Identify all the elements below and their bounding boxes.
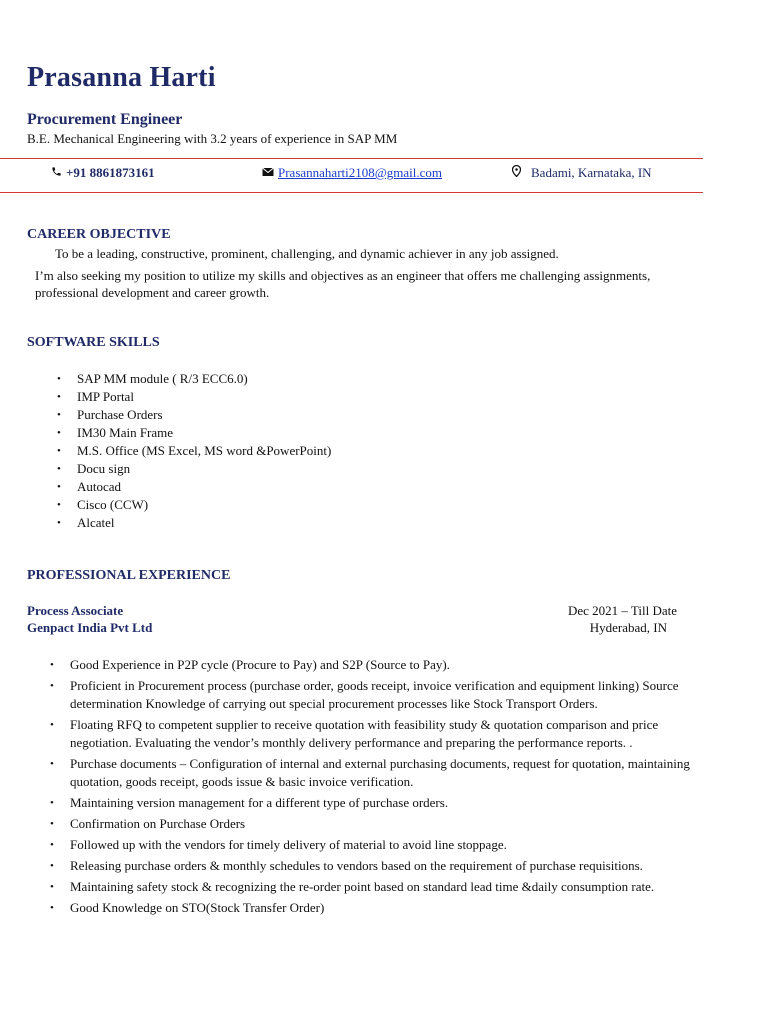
phone-icon <box>51 165 62 181</box>
list-item: • Good Experience in P2P cycle (Procure to Pay) and S2P (Source to Pay). <box>50 656 700 674</box>
profile-summary: B.E. Mechanical Engineering with 3.2 years of experience in SAP MM <box>27 131 398 146</box>
software-skills-heading: SOFTWARE SKILLS <box>27 335 160 350</box>
contact-location <box>512 165 652 181</box>
list-item: • Maintaining version management for a different type of purchase orders. <box>50 794 700 812</box>
career-objective-line-1: To be a leading, constructive, prominent, challenging, and dynamic achiever in any job assigned. <box>55 246 559 261</box>
list-item: • M.S. Office (MS Excel, MS word &PowerPoint) <box>57 442 331 460</box>
list-item: • IM30 Main Frame <box>57 424 331 442</box>
email-link[interactable]: Prasannaharti2108@gmail.com <box>278 165 442 180</box>
list-item: • Purchase Orders <box>57 406 331 424</box>
candidate-name: Prasanna Harti <box>27 62 216 93</box>
list-item: • Good Knowledge on STO(Stock Transfer Order) <box>50 899 700 917</box>
list-item: • Cisco (CCW) <box>57 496 331 514</box>
divider-top <box>0 158 703 159</box>
job-location: Hyderabad, IN <box>589 620 667 635</box>
list-item: • Floating RFQ to competent supplier to receive quotation with feasibility study & quotation comparison and price negotiation. Evaluating the vendor’s monthly delivery performance and preparing the performance reports. . <box>50 716 700 752</box>
list-item: • Confirmation on Purchase Orders <box>50 815 700 833</box>
list-item: • Followed up with the vendors for timely delivery of material to avoid line stoppage. <box>50 836 700 854</box>
location-text: Badami, Karnataka, IN <box>531 165 652 180</box>
list-item: • Alcatel <box>57 514 331 532</box>
career-objective-line-2: I’m also seeking my position to utilize my skills and objectives as an engineer that offers me challenging assignments, professional development and career growth. <box>35 268 651 300</box>
company-name: Genpact India Pvt Ltd <box>27 620 153 635</box>
list-item: • SAP MM module ( R/3 ECC6.0) <box>57 370 331 388</box>
list-item: • Autocad <box>57 478 331 496</box>
map-pin-icon <box>512 165 521 181</box>
list-item: • Docu sign <box>57 460 331 478</box>
job-role: Procurement Engineer <box>27 111 183 128</box>
list-item: • IMP Portal <box>57 388 331 406</box>
divider-bottom <box>0 192 703 193</box>
contact-email <box>262 165 442 181</box>
experience-list <box>50 656 700 920</box>
software-skills-list <box>57 370 331 532</box>
job-title: Process Associate <box>27 603 124 618</box>
list-item: • Purchase documents – Configuration of internal and external purchasing documents, request for quotation, maintaining quotation, goods receipt, goods issue & basic invoice verification. <box>50 755 700 791</box>
list-item: • Proficient in Procurement process (purchase order, goods receipt, invoice verification and equipment linking) Source determination Knowledge of carrying out special procurement processes like Stock Transport Orders. <box>50 677 700 713</box>
list-item: • Maintaining safety stock & recognizing the re-order point based on standard lead time &daily consumption rate. <box>50 878 700 896</box>
professional-experience-heading: PROFESSIONAL EXPERIENCE <box>27 568 231 583</box>
envelope-icon <box>262 165 274 181</box>
phone-number: +91 8861873161 <box>66 165 155 180</box>
employment-dates: Dec 2021 – Till Date <box>567 603 677 618</box>
contact-phone <box>51 165 155 181</box>
career-objective-heading: CAREER OBJECTIVE <box>27 227 171 242</box>
list-item: • Releasing purchase orders & monthly schedules to vendors based on the requirement of purchase requisitions. <box>50 857 700 875</box>
